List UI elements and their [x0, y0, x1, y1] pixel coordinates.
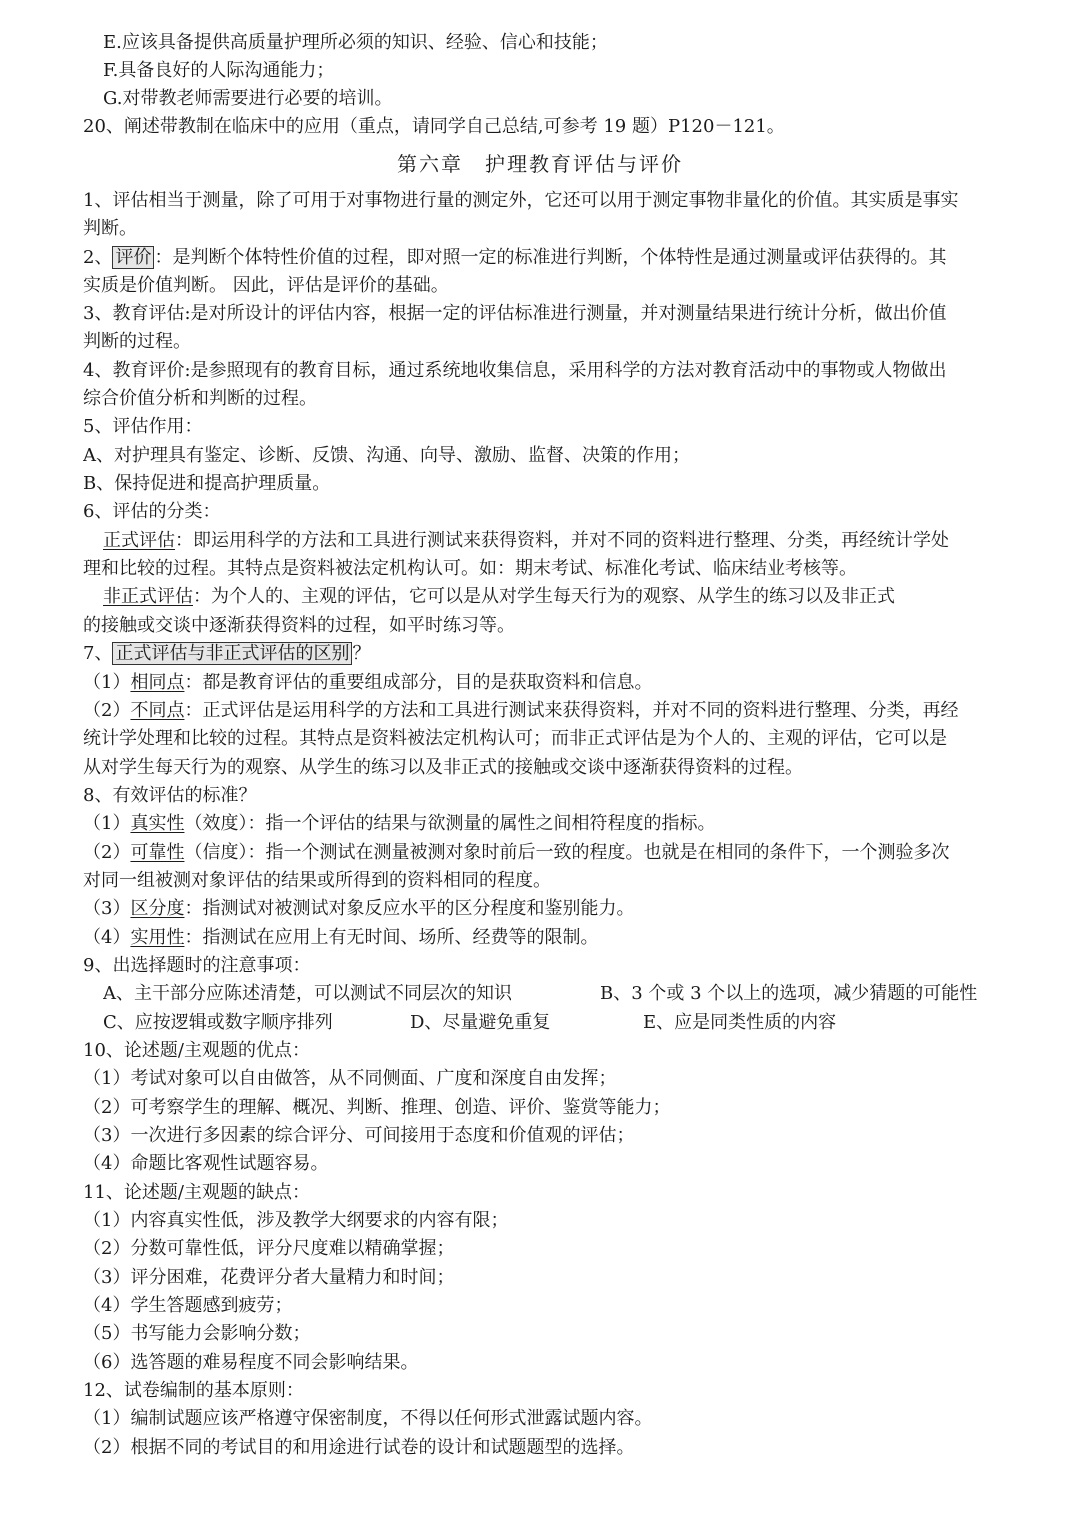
item-10-heading: 10、论述题/主观题的优点：	[83, 1040, 310, 1061]
underlined-term: 区分度	[130, 898, 185, 919]
item-1-line-2: 判断。	[83, 218, 137, 239]
item-text: ：指测试在应用上有无时间、场所、经费等的限制。	[184, 927, 599, 948]
item-5-a: A、对护理具有鉴定、诊断、反馈、沟通、向导、激励、监督、决策的作用；	[83, 445, 690, 466]
item-6-heading: 6、评估的分类：	[83, 501, 221, 522]
item-11-point-2: （2）分数可靠性低，评分尺度难以精确掌握；	[83, 1238, 455, 1259]
item-6-formal-cont: 理和比较的过程。其特点是资料被法定机构认可。如：期末考试、标准化考试、临床结业考核等。	[83, 558, 857, 579]
underlined-term: 实用性	[130, 927, 185, 948]
item-7-heading	[83, 641, 1000, 669]
item-3-line-2: 判断的过程。	[83, 331, 191, 352]
item-text: ：是判断个体特性价值的过程，即对照一定的标准进行判断，个体特性是通过测量或评估获得的。其	[154, 247, 947, 268]
item-12-point-2: （2）根据不同的考试目的和用途进行试卷的设计和试题题型的选择。	[83, 1437, 635, 1458]
item-number: （1）	[83, 672, 131, 693]
underlined-term: 不同点	[130, 700, 185, 721]
item-number: （3）	[83, 898, 131, 919]
item-text: ：指测试对被测试对象反应水平的区分程度和鉴别能力。	[184, 898, 635, 919]
item-text: （信度）：指一个测试在测量被测对象时前后一致的程度。也就是在相同的条件下，一个测验多次	[184, 842, 950, 863]
item-11-heading: 11、论述题/主观题的缺点：	[83, 1182, 310, 1203]
item-1-line-1: 1、评估相当于测量，除了可用于对事物进行量的测定外，它还可以用于测定事物非量化的价值。其实质是事实	[83, 190, 959, 211]
list-item-g: G.对带教老师需要进行必要的培训。	[103, 88, 393, 109]
item-11-point-5: （5）书写能力会影响分数；	[83, 1323, 311, 1344]
item-6-informal-cont: 的接触或交谈中逐渐获得资料的过程，如平时练习等。	[83, 615, 515, 636]
item-number: 7、	[83, 643, 113, 664]
item-number: （1）	[83, 813, 131, 834]
item-6-formal	[103, 528, 1000, 556]
question-20: 20、阐述带教制在临床中的应用（重点，请同学自己总结,可参考 19 题）P120－121。	[83, 116, 785, 137]
item-7-diff-cont-1: 统计学处理和比较的过程。其特点是资料被法定机构认可；而非正式评估是为个人的、主观的评估，它可以是	[83, 728, 947, 749]
item-text: （效度）：指一个评估的结果与欲测量的属性之间相符程度的指标。	[184, 813, 716, 834]
item-12-heading: 12、试卷编制的基本原则：	[83, 1380, 304, 1401]
list-item-e: E.应该具备提供高质量护理所必须的知识、经验、信心和技能；	[103, 32, 608, 53]
item-text: ：即运用科学的方法和工具进行测试来获得资料，并对不同的资料进行整理、分类，再经统计学处	[175, 530, 949, 551]
underlined-term: 相同点	[130, 672, 185, 693]
chapter-title: 第六章 护理教育评估与评价	[397, 152, 683, 176]
item-7-diff	[83, 698, 1000, 726]
item-9-d: D、尽量避免重复	[410, 1012, 551, 1033]
item-8-practicality	[83, 925, 1000, 953]
item-8-reliability-cont: 对同一组被测对象评估的结果或所得到的资料相同的程度。	[83, 870, 551, 891]
item-8-validity	[83, 811, 1000, 839]
item-10-point-4: （4）命题比客观性试题容易。	[83, 1153, 329, 1174]
underlined-term: 正式评估	[103, 530, 175, 551]
item-text: ？	[352, 643, 371, 664]
item-6-informal	[103, 584, 1000, 612]
item-12-point-1: （1）编制试题应该严格遵守保密制度，不得以任何形式泄露试题内容。	[83, 1408, 653, 1429]
item-9-c: C、应按逻辑或数字顺序排列	[103, 1012, 333, 1033]
item-5-b: B、保持促进和提高护理质量。	[83, 473, 331, 494]
item-11-point-1: （1）内容真实性低，涉及教学大纲要求的内容有限；	[83, 1210, 509, 1231]
item-number: （2）	[83, 700, 131, 721]
boxed-term: 正式评估与非正式评估的区别	[112, 642, 352, 665]
item-10-point-3: （3）一次进行多因素的综合评分、可间接用于态度和价值观的评估；	[83, 1125, 635, 1146]
item-text: ：正式评估是运用科学的方法和工具进行测试来获得资料，并对不同的资料进行整理、分类，再经	[184, 700, 959, 721]
item-4-line-2: 综合价值分析和判断的过程。	[83, 388, 317, 409]
item-11-point-3: （3）评分困难，花费评分者大量精力和时间；	[83, 1267, 455, 1288]
item-9-heading: 9、出选择题时的注意事项：	[83, 955, 311, 976]
item-number: （2）	[83, 842, 131, 863]
item-7-same	[83, 670, 1000, 698]
item-8-heading: 8、有效评估的标准？	[83, 785, 257, 806]
item-9-a: A、主干部分应陈述清楚，可以测试不同层次的知识	[103, 983, 512, 1004]
item-number: （4）	[83, 927, 131, 948]
list-item-f: F.具备良好的人际沟通能力；	[103, 60, 335, 81]
item-8-discrimination	[83, 896, 1000, 924]
underlined-term: 可靠性	[130, 842, 185, 863]
boxed-term: 评价	[112, 246, 154, 269]
item-11-point-6: （6）选答题的难易程度不同会影响结果。	[83, 1352, 419, 1373]
item-4-line-1: 4、教育评价:是参照现有的教育目标，通过系统地收集信息，采用科学的方法对教育活动中的事物或人物做出	[83, 360, 947, 381]
underlined-term: 非正式评估	[103, 586, 193, 607]
item-8-reliability	[83, 840, 1000, 868]
item-number: 2、	[83, 247, 113, 268]
item-7-diff-cont-2: 从对学生每天行为的观察、从学生的练习以及非正式的接触或交谈中逐渐获得资料的过程。	[83, 757, 803, 778]
item-text: ：为个人的、主观的评估，它可以是从对学生每天行为的观察、从学生的练习以及非正式	[193, 586, 895, 607]
item-10-point-2: （2）可考察学生的理解、概况、判断、推理、创造、评价、鉴赏等能力；	[83, 1097, 671, 1118]
item-2-line-2: 实质是价值判断。 因此，评估是评价的基础。	[83, 275, 449, 296]
item-9-e: E、应是同类性质的内容	[643, 1012, 837, 1033]
item-text: ：都是教育评估的重要组成部分，目的是获取资料和信息。	[184, 672, 653, 693]
item-2-line-1	[83, 245, 1000, 273]
underlined-term: 真实性	[130, 813, 185, 834]
item-10-point-1: （1）考试对象可以自由做答，从不同侧面、广度和深度自由发挥；	[83, 1068, 617, 1089]
item-11-point-4: （4）学生答题感到疲劳；	[83, 1295, 293, 1316]
item-9-b: B、3 个或 3 个以上的选项，减少猜题的可能性	[600, 983, 978, 1004]
item-5-heading: 5、评估作用：	[83, 416, 203, 437]
item-3-line-1: 3、教育评估:是对所设计的评估内容，根据一定的评估标准进行测量，并对测量结果进行统计分析，做出价值	[83, 303, 947, 324]
